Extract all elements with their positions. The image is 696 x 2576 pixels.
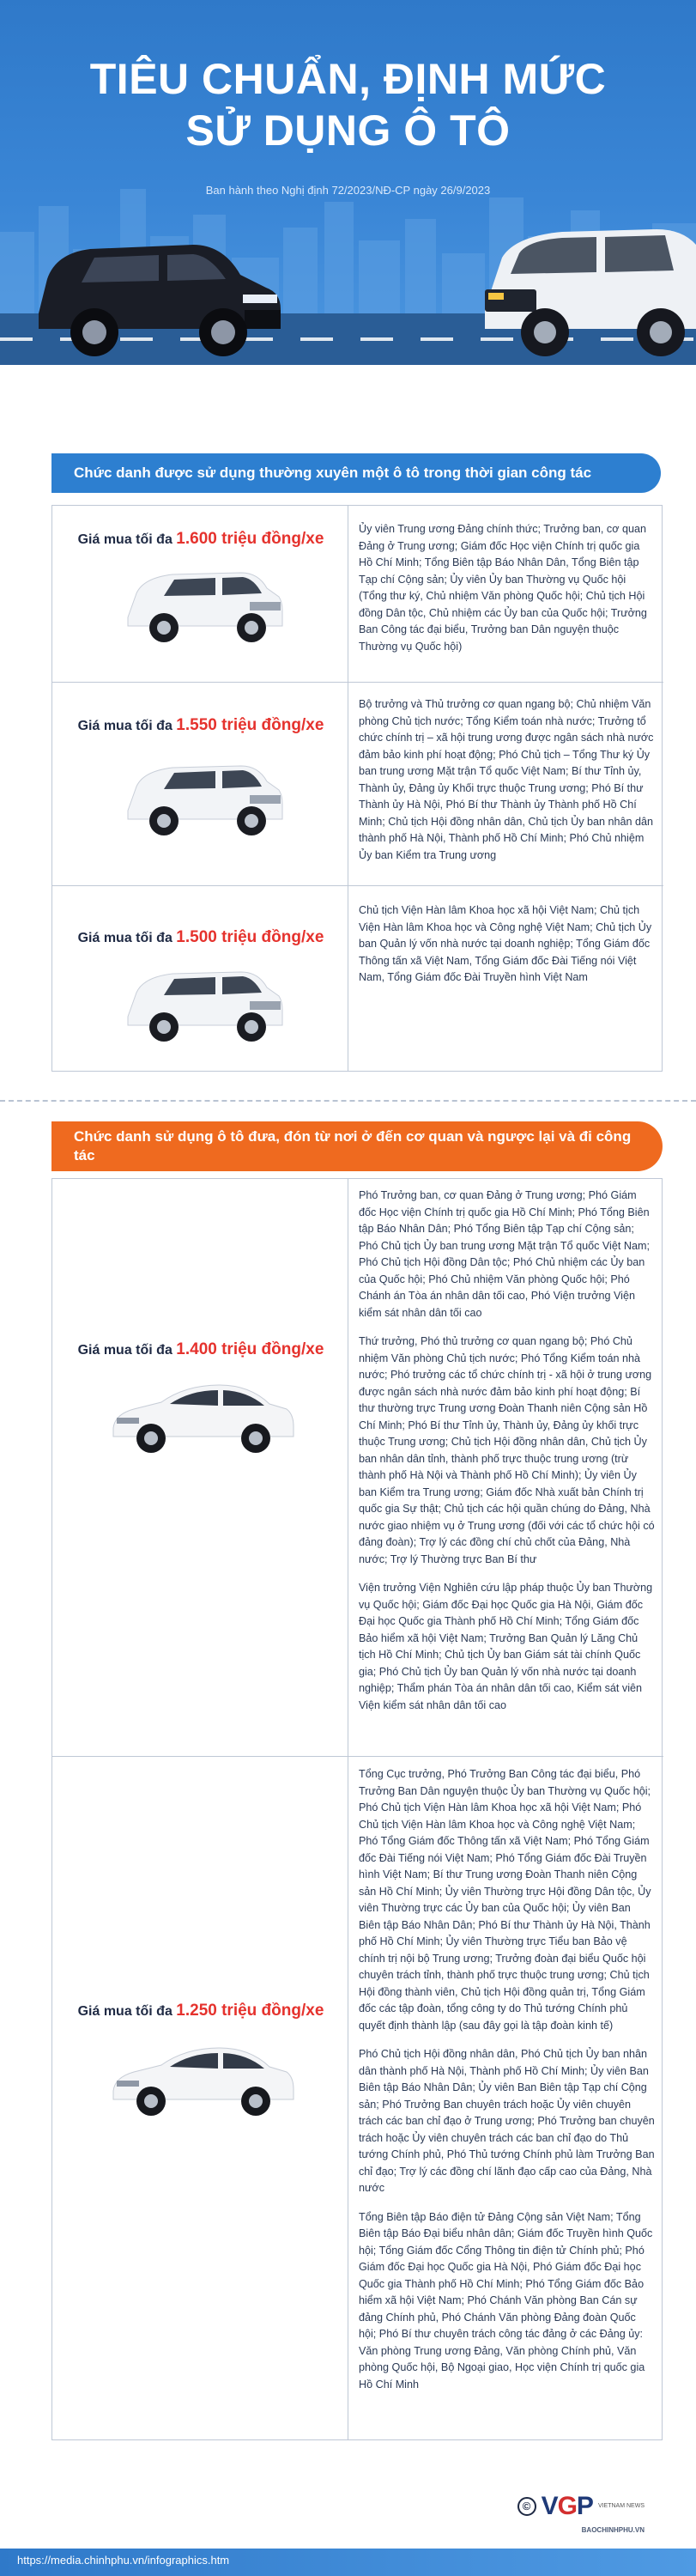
- price-label-1500: [59, 928, 342, 947]
- title-line-2: SỬ DỤNG Ô TÔ: [185, 106, 511, 155]
- logo-letter: V: [541, 2492, 558, 2520]
- row-divider: [52, 682, 663, 683]
- title-line-1: TIÊU CHUẨN, ĐỊNH MỨC: [89, 55, 607, 103]
- price-label-1550: [59, 716, 342, 735]
- price-label-1250: [59, 2002, 342, 2020]
- logo-side-text: VIETNAM NEWS: [597, 2503, 645, 2509]
- section1-table: [51, 505, 663, 1072]
- row-description: [359, 1766, 655, 2405]
- price-value: 1.600 triệu đồng/xe: [176, 530, 324, 548]
- price-value: 1.250 triệu đồng/xe: [176, 2002, 324, 2020]
- price-prefix: Giá mua tối đa: [77, 719, 177, 733]
- description-paragraph: Phó Chủ tịch Hội đồng nhân dân, Phó Chủ tịch Ủy ban nhân dân thành phố Hà Nội, Thành phố Hồ Chí Minh; Ủy viên Ban Biên tập Báo Nhân Dân; Ủy viên Ban Biên tập Tạp chí Cộng sản; Phó Trưởng Ban chuyên trách hoặc Ủy viên chuyên trách các ban chỉ đạo ở Trung ương; Phó Trưởng ban chuyên trách hoặc Ủy viên chuyên trách các ban chỉ đạo do Thủ tướng Chính phủ, Phó Thủ tướng Chính phủ làm Trưởng Ban chỉ đạo; Trợ lý các đồng chí lãnh đạo cấp cao của Đảng, Nhà nước: [359, 2048, 655, 2194]
- description-paragraph: Tổng Biên tập Báo điện tử Đảng Cộng sản Việt Nam; Tổng Biên tập Báo Đại biểu nhân dân; Giám đốc Truyền hình Quốc hội; Tổng Giám đốc Cổng Thông tin điện tử Chính phủ; Phó Giám đốc Đại học Quốc gia Hà Nội, Phó Giám đốc Đại học Quốc gia Thành phố Hồ Chí Minh; Phó Tổng Giám đốc Bảo hiểm xã hội Việt Nam; Phó Chánh Văn phòng Ban Cán sự đảng Chính phủ, Phó Chánh Văn phòng Đảng đoàn Quốc hội; Phó Bí thư chuyên trách công tác đảng ở các Đảng ủy: Văn phòng Trung ương Đảng, Văn phòng Chính phủ, Văn phòng Quốc hội, Bộ Ngoại giao, Học viện Chính trị quốc gia Hồ Chí Minh: [359, 2210, 653, 2391]
- white-sedan-image: [108, 1366, 297, 1461]
- section1-title: Chức danh được sử dụng thường xuyên một ô tô trong thời gian công tác: [51, 453, 661, 493]
- price-prefix: Giá mua tối đa: [77, 2004, 177, 2019]
- row-description: [359, 1188, 655, 1726]
- row-description: Ủy viên Trung ương Đảng chính thức; Trưởng ban, cơ quan Đảng ở Trung ương; Giám đốc Học viện Chính trị quốc gia Hồ Chí Minh; Tổng Biên tập Báo Nhân Dân, Tổng Biên tập Tạp chí Cộng sản; Ủy viên Ủy ban Thường vụ Quốc hội (Tổng thư ký, Chủ nhiệm Văn phòng Quốc hội; Chủ tịch Hội đồng Dân tộc, Chủ nhiệm các Ủy ban của Quốc hội; Trưởng Ban Công tác đại biểu, Trưởng ban Dân nguyện thuộc Thường vụ Quốc hội): [359, 523, 647, 653]
- section2-table: [51, 1178, 663, 2440]
- price-prefix: Giá mua tối đa: [77, 532, 177, 547]
- header-banner: [0, 0, 696, 365]
- price-prefix: Giá mua tối đa: [77, 1343, 177, 1358]
- white-suv-image: [121, 557, 284, 652]
- header-gap: [0, 365, 696, 442]
- row-divider: [52, 885, 663, 886]
- description-paragraph: Thứ trưởng, Phó thủ trưởng cơ quan ngang bộ; Phó Chủ nhiệm Văn phòng Chủ tịch nước; Phó Tổng Kiểm toán nhà nước; Phó trưởng các tổ chức chính trị - xã hội ở trung ương được ngân sách nhà nước đảm bảo kinh phí hoạt động; Bí thư thường trực Trung ương Đoàn Thanh niên Cộng sản Hồ Chí Minh; Phó Bí thư Tỉnh ủy, Thành ủy, Đảng ủy khối trực thuộc Trung ương; Chủ tịch Hội đồng nhân dân, Chủ tịch Ủy ban nhân dân tỉnh, thành phố trực thuộc trung ương (trừ thành phố Hà Nội và Thành phố Hồ Chí Minh); Ủy viên Ủy ban Kiểm tra Trung ương; Giám đốc Nhà xuất bản Chính trị quốc gia Sự thật; Chủ tịch các hội quần chúng do Đảng, Nhà nước giao nhiệm vụ ở Trung ương (đối với các tổ chức hội có đảng đoàn); Trợ lý các đồng chí chủ chốt của Đảng, Nhà nước; Trợ lý Thường trực Ban Bí thư: [359, 1335, 655, 1565]
- white-sedan-image: [108, 2029, 297, 2123]
- logo-letter: P: [576, 2492, 593, 2520]
- row-divider: [52, 1756, 663, 1757]
- description-paragraph: Phó Trưởng ban, cơ quan Đảng ở Trung ương; Phó Giám đốc Học viện Chính trị quốc gia Hồ Chí Minh; Phó Tổng Biên tập Báo Nhân Dân; Phó Tổng Biên tập Tạp chí Cộng sản; Phó Chủ tịch Ủy ban trung ương Mặt trận Tổ quốc Việt Nam; Phó Chủ tịch Hội đồng Dân tộc; Phó Chủ nhiệm các Ủy ban của Quốc hội; Phó Chủ nhiệm Văn phòng Quốc hội; Phó Chánh án Tòa án nhân dân tối cao, Phó Viện trưởng Viện kiểm sát nhân dân tối cao: [359, 1189, 650, 1319]
- white-suv-image: [121, 750, 284, 845]
- page-title: [0, 53, 696, 156]
- price-value: 1.400 triệu đồng/xe: [176, 1340, 324, 1358]
- price-value: 1.500 triệu đồng/xe: [176, 928, 324, 946]
- row-description: Bộ trưởng và Thủ trưởng cơ quan ngang bộ; Chủ nhiệm Văn phòng Chủ tịch nước; Tổng Kiểm toán nhà nước; Trưởng tổ chức chính trị – xã hội trung ương được ngân sách nhà nước đảm bảo kinh phí hoạt động; Phó Chủ tịch – Tổng Thư ký Ủy ban trung ương Mặt trận Tổ quốc Việt Nam; Bí thư Tỉnh ủy, Thành ủy, Đảng ủy Khối trực thuộc Trung ương; Phó Bí thư Thành ủy Hà Nội, Phó Bí thư Thành ủy Thành phố Hồ Chí Minh; Chủ tịch Hội đồng nhân dân, Chủ tịch Ủy ban nhân dân thành phố Hà Nội, Thành phố Hồ Chí Minh; Phó Chủ nhiệm Ủy ban Kiểm tra Trung ương: [359, 698, 654, 861]
- description-paragraph: Viện trưởng Viện Nghiên cứu lập pháp thuộc Ủy ban Thường vụ Quốc hội; Giám đốc Đại học Quốc gia Hà Nội, Giám đốc Đại học Quốc gia Thành phố Hồ Chí Minh; Tổng Giám đốc Bảo hiểm xã hội Việt Nam; Trưởng Ban Quản lý Lăng Chủ tịch Hồ Chí Minh; Chủ tịch Ủy ban Giám sát tài chính Quốc gia; Phó Chủ tịch Ủy ban Quản lý vốn nhà nước tại doanh nghiệp; Thẩm phán Tòa án nhân dân tối cao, Kiểm sát viên Viện kiểm sát nhân dân tối cao: [359, 1582, 653, 1711]
- footer-url-link[interactable]: https://media.chinhphu.vn/infographics.htm: [17, 2554, 230, 2567]
- price-prefix: Giá mua tối đa: [77, 931, 177, 945]
- logo-letter: G: [557, 2492, 577, 2520]
- price-label-1600: [59, 530, 342, 549]
- section-separator: [0, 1100, 696, 1102]
- price-label-1400: [59, 1340, 342, 1359]
- page-subtitle: Ban hành theo Nghị định 72/2023/NĐ-CP ngày 26/9/2023: [205, 184, 491, 197]
- black-suv-illustration: [30, 228, 287, 365]
- vgp-wordmark: [542, 2492, 593, 2521]
- white-car-illustration: [468, 219, 696, 365]
- price-value: 1.550 triệu đồng/xe: [176, 716, 324, 734]
- section2-title: Chức danh sử dụng ô tô đưa, đón từ nơi ở đến cơ quan và ngược lại và đi công tác: [51, 1121, 663, 1171]
- vgp-logo: [517, 2492, 645, 2521]
- description-paragraph: Tổng Cục trưởng, Phó Trưởng Ban Công tác đại biểu, Phó Trưởng Ban Dân nguyện thuộc Ủy ban Thường vụ Quốc hội; Phó Chủ tịch Viện Hàn lâm Khoa học xã hội Việt Nam; Phó Chủ tịch Viện Hàn lâm Khoa học và Công nghệ Việt Nam; Phó Tổng Giám đốc Thông tấn xã Việt Nam; Phó Tổng Giám đốc Đài Tiếng nói Việt Nam; Phó Tổng Giám đốc Đài Truyền hình Việt Nam; Bí thư Trung ương Đoàn Thanh niên Cộng sản Hồ Chí Minh; Ủy viên Thường trực Hội đồng Dân tộc, Ủy viên Thường trực các Ủy ban của Quốc hội; Ủy viên Ban Biên tập Báo Nhân Dân; Phó Bí thư Thành ủy Hà Nội, Thành phố Hồ Chí Minh; Ủy viên Thường trực Tiểu ban Bảo vệ chính trị nội bộ Trung ương; Trưởng đoàn đại biểu Quốc hội chuyên trách tỉnh, thành phố trực thuộc trung ương; Chủ tịch Hội đồng thành viên, Chủ tịch Hội đồng quản trị, Tổng Giám đốc các tập đoàn, tổng công ty do Thủ tướng Chính phủ quyết định thành lập (sau đây gọi là tập đoàn kinh tế): [359, 1768, 651, 2032]
- logo-subtext: BAOCHINHPHU.VN: [581, 2526, 645, 2534]
- copyright-icon: ©: [517, 2497, 536, 2516]
- row-description: Chủ tịch Viện Hàn lâm Khoa học xã hội Việt Nam; Chủ tịch Viện Hàn lâm Khoa học và Công nghệ Việt Nam; Chủ tịch Ủy ban Quản lý vốn nhà nước tại doanh nghiệp; Tổng Giám đốc Thông tấn xã Việt Nam, Tổng Giám đốc Đài Tiếng nói Việt Nam, Tổng Giám đốc Đài Truyền hình Việt Nam: [359, 904, 652, 983]
- white-suv-image: [121, 957, 284, 1051]
